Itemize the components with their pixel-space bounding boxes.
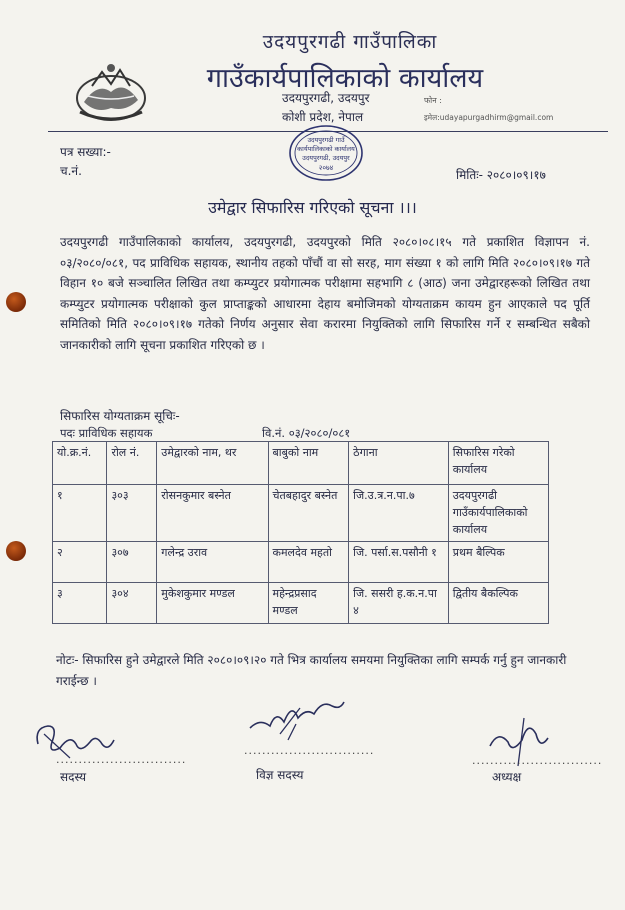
table-header-row	[53, 442, 549, 485]
notice-date: मितिः- २०८०।०९।१७	[456, 168, 546, 182]
recommendation-table	[52, 441, 549, 624]
stamp-year: २०७४	[318, 164, 334, 172]
table-cell: जि.उ.त्र.न.पा.७	[349, 485, 449, 542]
table-cell: रोसनकुमार बस्नेत	[157, 485, 268, 542]
notice-title: उमेद्वार सिफारिस गरिएको सूचना ।।।	[208, 198, 417, 217]
stamp-text-3: उदयपुरगढी, उदयपुर	[302, 154, 350, 162]
table-cell: चेतबहादुर बस्नेत	[268, 485, 349, 542]
list-heading: सिफारिस योग्यताक्रम सूचिः-	[60, 409, 180, 423]
column-header: रोल नं.	[107, 442, 157, 485]
municipality-name: उदयपुरगढी गाउँपालिका	[262, 31, 438, 53]
table-cell: १	[53, 485, 107, 542]
table-cell: ३	[53, 583, 107, 624]
punch-hole	[6, 541, 26, 561]
nepal-emblem-icon	[70, 62, 152, 126]
table-cell: उदयपुरगढी गाउँकार्यपालिकाको कार्यालय	[448, 485, 548, 542]
notice-note: नोटः- सिफारिस हुने उमेद्वारले मिति २०८०।०९।२० गते भित्र कार्यालय समयमा नियुक्तिका लागि सम्पर्क गर्नु हुन जानकारी गराईन्छ ।	[56, 653, 567, 688]
table-cell: जि. ससरी ह.क.न.पा ४	[349, 583, 449, 624]
office-address-line1: उदयपुरगढी, उदयपुर	[282, 91, 370, 105]
table-row	[53, 485, 549, 542]
chair-label: अध्यक्ष	[492, 770, 522, 784]
expert-signature	[240, 688, 350, 748]
table-cell: कमलदेव महतो	[268, 542, 349, 583]
letter-number: पत्र सख्या:-	[60, 145, 111, 159]
table-cell: जि. पर्सा.स.पसौनी १	[349, 542, 449, 583]
table-cell: प्रथम बैल्पिक	[448, 542, 548, 583]
punch-hole	[6, 292, 26, 312]
signature-line: .............................	[244, 744, 375, 757]
column-header: यो.क्र.नं.	[53, 442, 107, 485]
table-cell: ३०३	[107, 485, 157, 542]
table-cell: मुकेशकुमार मण्डल	[157, 583, 268, 624]
member-label: सदस्य	[60, 770, 87, 784]
table-cell: द्वितीय बैकल्पिक	[448, 583, 548, 624]
stamp-text-1: उदयपुरगढी गाउँ	[307, 136, 345, 144]
signature-line: .............................	[472, 754, 603, 767]
column-header: उमेद्वारको नाम, थर	[157, 442, 268, 485]
table-cell: ३०४	[107, 583, 157, 624]
office-phone: फोन :	[424, 96, 442, 105]
dispatch-number: च.नं.	[60, 164, 82, 178]
table-cell: गलेन्द्र उराव	[157, 542, 268, 583]
table-cell: ३०७	[107, 542, 157, 583]
notice-body: उदयपुरगढी गाउँपालिकाको कार्यालय, उदयपुरगढी, उदयपुरको मिति २०८०।०८।१५ गते प्रकाशित विज्ञापन नं. ०३/२०८०/०८१, पद प्राविधिक सहायक, स्थानीय तहको पाँचौं वा सो सरह, माग संख्या १ को लागि मिति २०८०।०९।१७ गते विहान १० बजे सञ्चालित लिखित तथा कम्प्युटर प्रयोगात्मक परीक्षामा सहभागि ८ (आठ) जना उमेद्वारहरूको लिखित तथा कम्प्युटर प्रयोगात्मक परीक्षाको कुल प्राप्ताङ्कको आधारमा देहाय बमोजिमको योग्यताक्रम कायम हुन आएकाले पद पूर्ति समितिको मिति २०८०।०९।१७ गतेको निर्णय अनुसार सेवा करारमा नियुक्तिको लागि सिफारिस गर्ने र सम्बन्धित सबैको जानकारीको लागि सूचना प्रकाशित गरिएको छ ।	[60, 235, 590, 352]
stamp-text-2: कार्यपालिकाको कार्यालय	[297, 145, 355, 153]
table-row	[53, 542, 549, 583]
office-address-line2: कोशी प्रदेश, नेपाल	[282, 110, 364, 124]
office-stamp	[286, 122, 366, 184]
post-label: पदः प्राविधिक सहायक	[60, 426, 153, 440]
column-header: बाबुको नाम	[268, 442, 349, 485]
office-name: गाउँकार्यपालिकाको कार्यालय	[206, 63, 484, 94]
table-cell: २	[53, 542, 107, 583]
table-cell: महेन्द्रप्रसाद मण्डल	[268, 583, 349, 624]
column-header: ठेगाना	[349, 442, 449, 485]
office-email: इमेल:udayapurgadhirm@gmail.com	[424, 113, 554, 122]
expert-member-label: विज्ञ सदस्य	[256, 768, 304, 782]
column-header: सिफारिस गरेको कार्यालय	[448, 442, 548, 485]
table-row	[53, 583, 549, 624]
signature-line: .............................	[56, 753, 187, 766]
advertisement-number: वि.नं. ०३/२०८०/०८१	[262, 426, 351, 440]
